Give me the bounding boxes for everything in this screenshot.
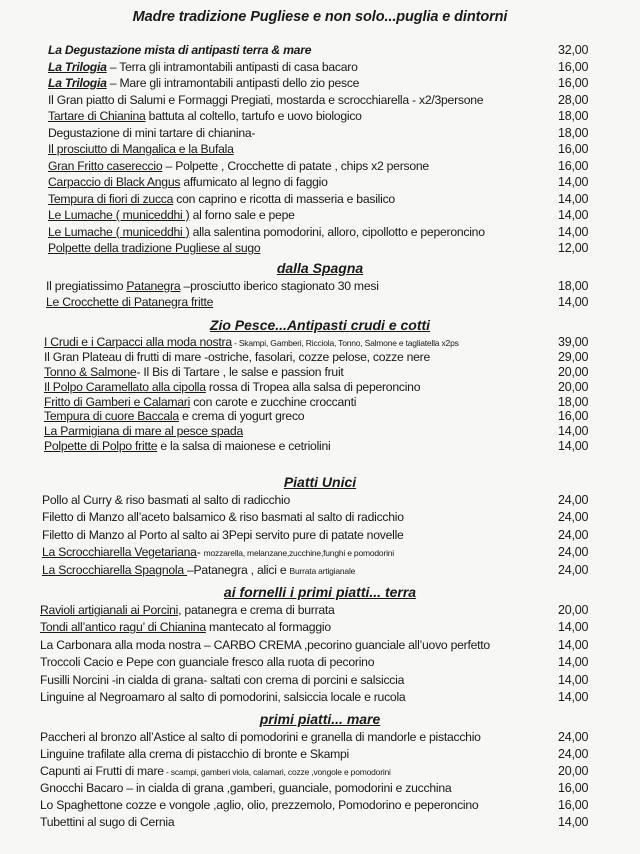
dish-description: La Carbonara alla moda nostra – CARBO CREMA ,pecorino guanciale all’uovo perfetto [40,637,490,652]
menu-item [0,439,640,454]
dish-price: 12,00 [558,241,589,255]
dish-description: alla salentina pomodorini, alloro, cipollotto e peperoncino [189,224,485,239]
dish-description: – Polpette , Crocchette di patate , chips x2 persone [162,158,429,173]
dish-name: La Parmigiana di mare al pesce spada [44,424,243,439]
dish-price: 24,00 [558,730,589,744]
dish-description: , patanegra e crema di burrata [178,603,335,617]
dish-price: 14,00 [558,637,589,652]
menu-item [0,294,640,310]
section-antipasti-terra-mare [0,42,640,257]
section-header: primi piatti... mare [259,711,381,727]
dish-price: 14,00 [558,191,589,206]
dish-price: 16,00 [558,76,589,90]
dish-description: mantecato al formaggio [205,620,331,635]
dish-name: La Scrocchiarella Spagnola [42,562,188,577]
dish-description: Pollo al Curry & riso basmati al salto di radicchio [42,493,291,507]
dish-name: Tartare di Chianina [48,109,146,123]
dish-price: 18,00 [558,109,589,123]
menu-item [0,797,640,814]
section-header: Piatti Unici [283,474,357,490]
dish-price: 16,00 [558,59,589,74]
dish-name: Polpette della tradizione Pugliese al sugo [48,241,261,255]
menu-item [0,763,640,780]
menu-item [0,424,640,439]
dish-name: Gran Fritto casereccio [48,158,163,173]
menu-item [0,92,640,109]
dish-price: 18,00 [558,125,589,140]
dish-price: 39,00 [558,335,589,349]
dish-price: 16,00 [558,409,589,424]
menu-item [0,42,640,59]
menu-item [0,395,640,410]
dish-description: - Il Bis di Tartare , le salse e passion fruit [136,364,344,379]
dish-name: Tempura di fiori di zucca [48,191,174,206]
menu-item [0,409,640,424]
dish-description: - [196,545,204,560]
dish-description: mista di antipasti terra & mare [141,43,312,57]
dish-description: Gnocchi Bacaro – in cialda di grana ,gamberi, guanciale, pomodorini e zucchina [40,781,452,795]
dish-name: Il prosciutto di Mangalica e la Bufala [48,142,234,156]
dish-price: 20,00 [558,364,589,379]
dish-price: 32,00 [558,43,589,57]
dish-description: Linguine trafilate alla crema di pistacchio di bronte e Skampi [40,747,349,761]
dish-price: 20,00 [558,764,589,778]
dish-price: 14,00 [558,672,589,687]
menu-item [0,746,640,763]
dish-price: 14,00 [558,655,589,670]
dish-description: Degustazione di mini tartare di chianina- [48,125,256,140]
menu-item [0,207,640,224]
menu-item [0,672,640,689]
dish-ingredients: - Skampi, Gamberi, Ricciola, Tonno, Salmone e tagliatella x2ps [231,338,459,348]
dish-price: 18,00 [558,279,589,293]
dish-price: 14,00 [558,815,589,829]
menu-item [0,380,640,395]
dish-name: I Crudi e i Carpacci alla moda nostra [44,335,232,349]
dish-name: Tempura di cuore Baccala [44,409,179,424]
dish-description: affumicato al legno di faggio [180,175,328,189]
dish-price: 24,00 [558,562,589,577]
menu-item [0,729,640,746]
dish-price: 28,00 [558,92,589,107]
dish-description: – Terra gli intramontabili antipasti di casa bacaro [106,59,358,74]
dish-price: 16,00 [558,158,589,173]
menu-title: Madre tradizione Pugliese e non solo...puglia e dintorni [132,9,508,25]
dish-description: Il pregiatissimo [46,279,127,293]
dish-price: 24,00 [558,747,589,761]
menu-item [0,59,640,76]
dish-price: 14,00 [558,208,589,222]
dish-description: Filetto di Manzo all’aceto balsamico & riso basmati al salto di radicchio [42,510,404,525]
section-piatti-unici [0,472,640,579]
menu-item [0,365,640,380]
section-header: Zio Pesce...Antipasti crudi e cotti [209,317,431,333]
dish-name: La Trilogia [48,59,107,74]
menu-item [0,562,640,579]
dish-description: Tubettini al sugo di Cernia [40,815,175,829]
dish-description: e la salsa di maionese e cetriolini [157,439,331,454]
menu-item [0,544,640,561]
dish-price: 16,00 [558,798,589,812]
menu-item [0,191,640,208]
section-zio-pesce [0,315,640,454]
menu-item [0,509,640,526]
menu-item [0,125,640,142]
menu-item [0,278,640,294]
dish-name: Polpette di Polpo fritte [44,439,158,454]
dish-price: 20,00 [558,603,589,617]
menu-item [0,240,640,257]
dish-description: Linguine al Negroamaro al salto di pomodorini, salsiccia locale e rucola [40,689,406,704]
dish-name: Le Lumache ( municeddhi ) [48,208,190,222]
menu-item [0,814,640,831]
dish-price: 24,00 [558,493,589,507]
dish-name: La Trilogia [48,76,107,90]
dish-name: Carpaccio di Black Angus [48,175,181,189]
dish-price: 14,00 [558,295,589,309]
dish-name: Le Crocchette di Patanegra fritte [46,295,214,309]
dish-price: 29,00 [558,349,589,364]
dish-description: Capunti ai Frutti di mare [40,764,164,778]
menu-item [0,602,640,619]
menu-item [0,492,640,509]
dish-description: con caprino e ricotta di masseria e basilico [173,191,395,206]
section-header: ai fornelli i primi piatti... terra [223,584,417,600]
dish-name: Tonno & Salmone [44,364,137,379]
dish-price: 24,00 [558,510,589,525]
dish-price: 20,00 [558,379,589,394]
dish-description: Filetto di Manzo al Porto al salto ai 3Pepi servito pure di patate novelle [42,527,404,542]
dish-price: 14,00 [558,224,589,239]
dish-price: 16,00 [558,781,589,795]
dish-name: Ravioli artigianali ai Porcini [40,603,179,617]
section-dalla-spagna [0,258,640,310]
dish-price: 14,00 [558,424,589,439]
menu-item [0,689,640,706]
menu-item [0,350,640,365]
dish-highlight: Patanegra [126,279,181,293]
dish-price: 14,00 [558,439,589,454]
menu-item [0,527,640,544]
dish-description: – Mare gli intramontabili antipasti dello zio pesce [106,76,360,90]
dish-ingredients: mozzarella, melanzane,zucchine,funghi e pomodorini [203,548,394,559]
menu-item [0,141,640,158]
dish-price: 14,00 [558,620,589,635]
menu-item [0,224,640,241]
dish-description: e crema di yogurt greco [178,409,305,424]
dish-description: Il Gran piatto di Salumi e Formaggi Pregiati, mostarda e scrocchiarella - x2/3persone [48,92,484,107]
dish-price: 18,00 [558,394,589,409]
dish-name: Le Lumache ( municeddhi ) [48,224,190,239]
menu-item [0,75,640,92]
dish-ingredients: - scampi, gamberi viola, calamari, cozze ,vongole e pomodorini [163,767,391,777]
menu-item [0,619,640,636]
section-primi-terra [0,582,640,706]
dish-price: 16,00 [558,142,589,156]
dish-price: 24,00 [558,545,589,560]
dish-price: 14,00 [558,689,589,704]
dish-description: Troccoli Cacio e Pepe con guanciale fresco alla ruota di pecorino [40,655,375,670]
dish-description: rossa di Tropea alla salsa di peperoncino [205,379,421,394]
dish-description: –Patanegra , alici e [187,562,290,577]
menu-item [0,174,640,191]
dish-price: 24,00 [558,527,589,542]
menu-item [0,654,640,671]
menu-item [0,108,640,125]
dish-description: Fusilli Norcini -in cialda di grana- saltati con crema di porcini e salsiccia [40,672,405,687]
dish-name: La Degustazione [48,43,142,57]
menu-item [0,335,640,350]
dish-description: Paccheri al bronzo all’Astice al salto di pomodorini e granella di mandorle e pistacchio [40,730,481,744]
dish-description: battuta al coltello, tartufo e uovo biologico [145,109,362,123]
dish-description: al forno sale e pepe [189,208,295,222]
section-primi-mare [0,709,640,831]
dish-description: Il Gran Plateau di frutti di mare -ostriche, fasolari, cozze pelose, cozze nere [44,349,431,364]
menu-item [0,158,640,175]
dish-description: –prosciutto iberico stagionato 30 mesi [180,279,379,293]
section-header: dalla Spagna [276,260,364,276]
dish-name: La Scrocchiarella Vegetariana [42,545,197,560]
dish-name: Il Polpo Caramellato alla cipolla [44,379,206,394]
dish-name: Tondi all’antico ragu’ di Chianina [40,620,206,635]
dish-ingredients: Burrata artigianale [289,565,356,576]
dish-name: Fritto di Gamberi e Calamari [44,394,191,409]
dish-price: 14,00 [558,175,589,189]
menu-item [0,780,640,797]
dish-description: Lo Spaghettone cozze e vongole ,aglio, olio, prezzemolo, Pomodorino e peperoncino [40,798,479,812]
menu-item [0,637,640,654]
dish-description: con carote e zucchine croccanti [190,394,357,409]
